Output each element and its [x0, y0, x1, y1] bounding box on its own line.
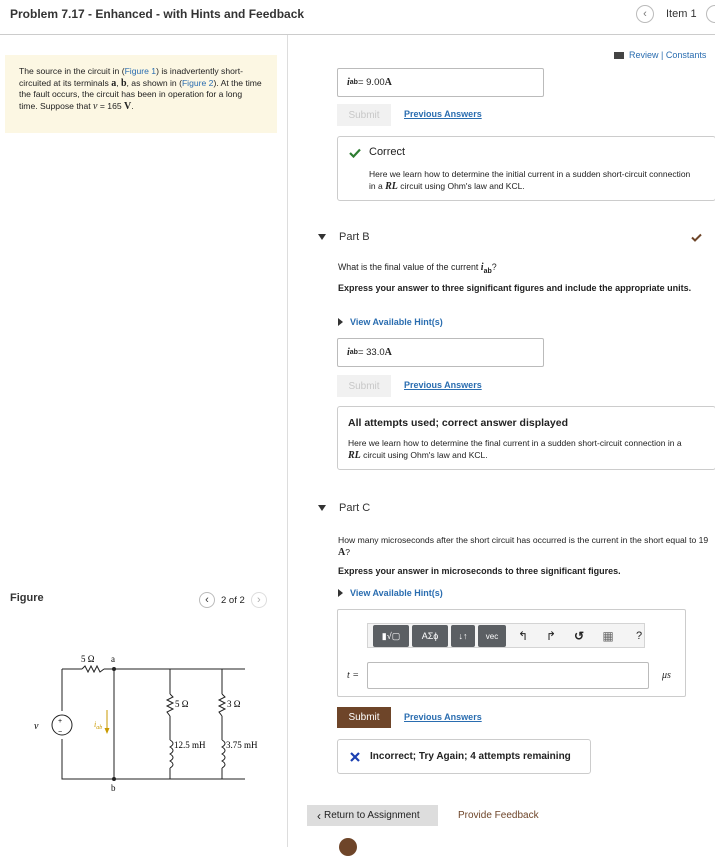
part-b-status: All attempts used; correct answer displayed [348, 417, 568, 429]
sub-superscript-button[interactable]: ↓↑ [451, 625, 475, 647]
part-c-header[interactable]: Part C [318, 502, 370, 514]
current-label: $i_{ab}$ [94, 720, 103, 731]
book-icon [614, 52, 624, 59]
figure-1-link[interactable]: Figure 1 [124, 66, 157, 76]
part-a-feedback [337, 136, 715, 201]
part-c-status: Incorrect; Try Again; 4 attempts remaining [370, 751, 571, 762]
t-input-field[interactable] [367, 662, 649, 689]
prev-item-icon[interactable]: ‹ [636, 5, 654, 23]
part-b-feedback-text: Here we learn how to determine the final current in a sudden short-circuit connection in a RL circuit using Ohm's law and KCL. [348, 438, 682, 461]
node-a-label: a [111, 654, 115, 664]
part-c-instruction: Express your answer in microseconds to three significant figures. [338, 566, 621, 576]
templates-button[interactable]: ▮√▢ [373, 625, 409, 647]
keyboard-icon[interactable]: ▦ [602, 629, 614, 643]
node-a-dot [112, 667, 116, 671]
x-icon [350, 752, 360, 762]
r3-label: 3 Ω [227, 699, 241, 709]
part-b-header[interactable]: Part B [318, 231, 703, 243]
math-editor [337, 609, 686, 697]
redo-icon[interactable]: ↱ [545, 629, 557, 643]
part-a-status: Correct [369, 146, 406, 158]
part-b-question: What is the final value of the current $i_{ab}$? [338, 262, 497, 275]
figure-2-link[interactable]: Figure 2 [181, 77, 214, 88]
chevron-left-icon: ‹ [317, 808, 321, 823]
review-constants-link[interactable]: Review | Constants [614, 50, 706, 60]
source-plus: + [58, 718, 63, 725]
item-label: Item 1 [666, 8, 697, 20]
expand-icon [338, 318, 343, 326]
part-b-instruction: Express your answer to three significant figures and include the appropriate units. [338, 283, 692, 293]
part-b-previous-answers-link[interactable]: Previous Answers [404, 380, 482, 390]
collapse-icon [318, 234, 326, 240]
part-b-submit-button[interactable]: Submit [337, 375, 391, 397]
problem-statement: The source in the circuit in (Figure 1) is inadvertently short-circuited at its terminals a, b, as shown in (Figure 2). At the time the fault occurs, the circuit has been in operation for a long time. Suppose that v = 165 V. [5, 55, 277, 133]
source-label: v [34, 721, 39, 732]
next-item-icon[interactable] [706, 5, 715, 23]
part-c-submit-button[interactable]: Submit [337, 707, 391, 728]
unit-label: μs [662, 670, 671, 681]
r2-label: 5 Ω [175, 699, 189, 709]
prev-figure-icon[interactable]: ‹ [199, 592, 215, 608]
collapse-icon [318, 505, 326, 511]
part-c-question: How many microseconds after the short circuit has occurred is the current in the short equal to 19 A? [338, 535, 709, 558]
part-b-hints-toggle[interactable]: View Available Hint(s) [338, 317, 443, 327]
provide-feedback-link[interactable]: Provide Feedback [458, 810, 539, 821]
greek-symbols-button[interactable]: ΑΣϕ [412, 625, 448, 647]
vector-button[interactable]: vec [478, 625, 506, 647]
return-to-assignment-button[interactable]: ‹ Return to Assignment [307, 805, 438, 826]
undo-icon[interactable]: ↰ [517, 629, 529, 643]
part-b-answer-field: i ab = 33.0 A [337, 338, 544, 367]
part-b-check-icon [691, 233, 702, 242]
node-b-label: b [111, 783, 116, 793]
part-a-answer-field: i ab = 9.00 A [337, 68, 544, 97]
r1-label: 5 Ω [81, 654, 95, 664]
node-b-dot [112, 777, 116, 781]
pane-divider[interactable] [287, 35, 288, 847]
help-icon[interactable]: ? [635, 630, 643, 642]
part-b-feedback [337, 406, 715, 470]
l1-label: 12.5 mH [174, 740, 206, 750]
figure-label: Figure [10, 592, 44, 604]
brand-logo-icon [339, 838, 357, 856]
source-minus: − [58, 729, 63, 736]
part-c-hints-toggle[interactable]: View Available Hint(s) [338, 588, 443, 598]
circuit-diagram [10, 648, 280, 798]
next-figure-icon[interactable]: › [251, 592, 267, 608]
part-c-feedback [337, 739, 591, 774]
figure-pager: ‹ 2 of 2 › [199, 592, 267, 608]
part-c-previous-answers-link[interactable]: Previous Answers [404, 712, 482, 722]
l2-label: 3.75 mH [226, 740, 258, 750]
item-navigation [636, 5, 697, 23]
header-divider [0, 34, 715, 35]
expand-icon [338, 589, 343, 597]
t-input-label: t = [347, 670, 360, 681]
check-icon [349, 148, 361, 158]
part-a-feedback-text: Here we learn how to determine the initial current in a sudden short-circuit connection in a RL circuit using Ohm's law and KCL. [369, 169, 691, 192]
problem-title: Problem 7.17 - Enhanced - with Hints and Feedback [10, 7, 305, 21]
part-a-previous-answers-link[interactable]: Previous Answers [404, 109, 482, 119]
reset-icon[interactable]: ↺ [573, 629, 585, 643]
part-a-submit-button[interactable]: Submit [337, 104, 391, 126]
